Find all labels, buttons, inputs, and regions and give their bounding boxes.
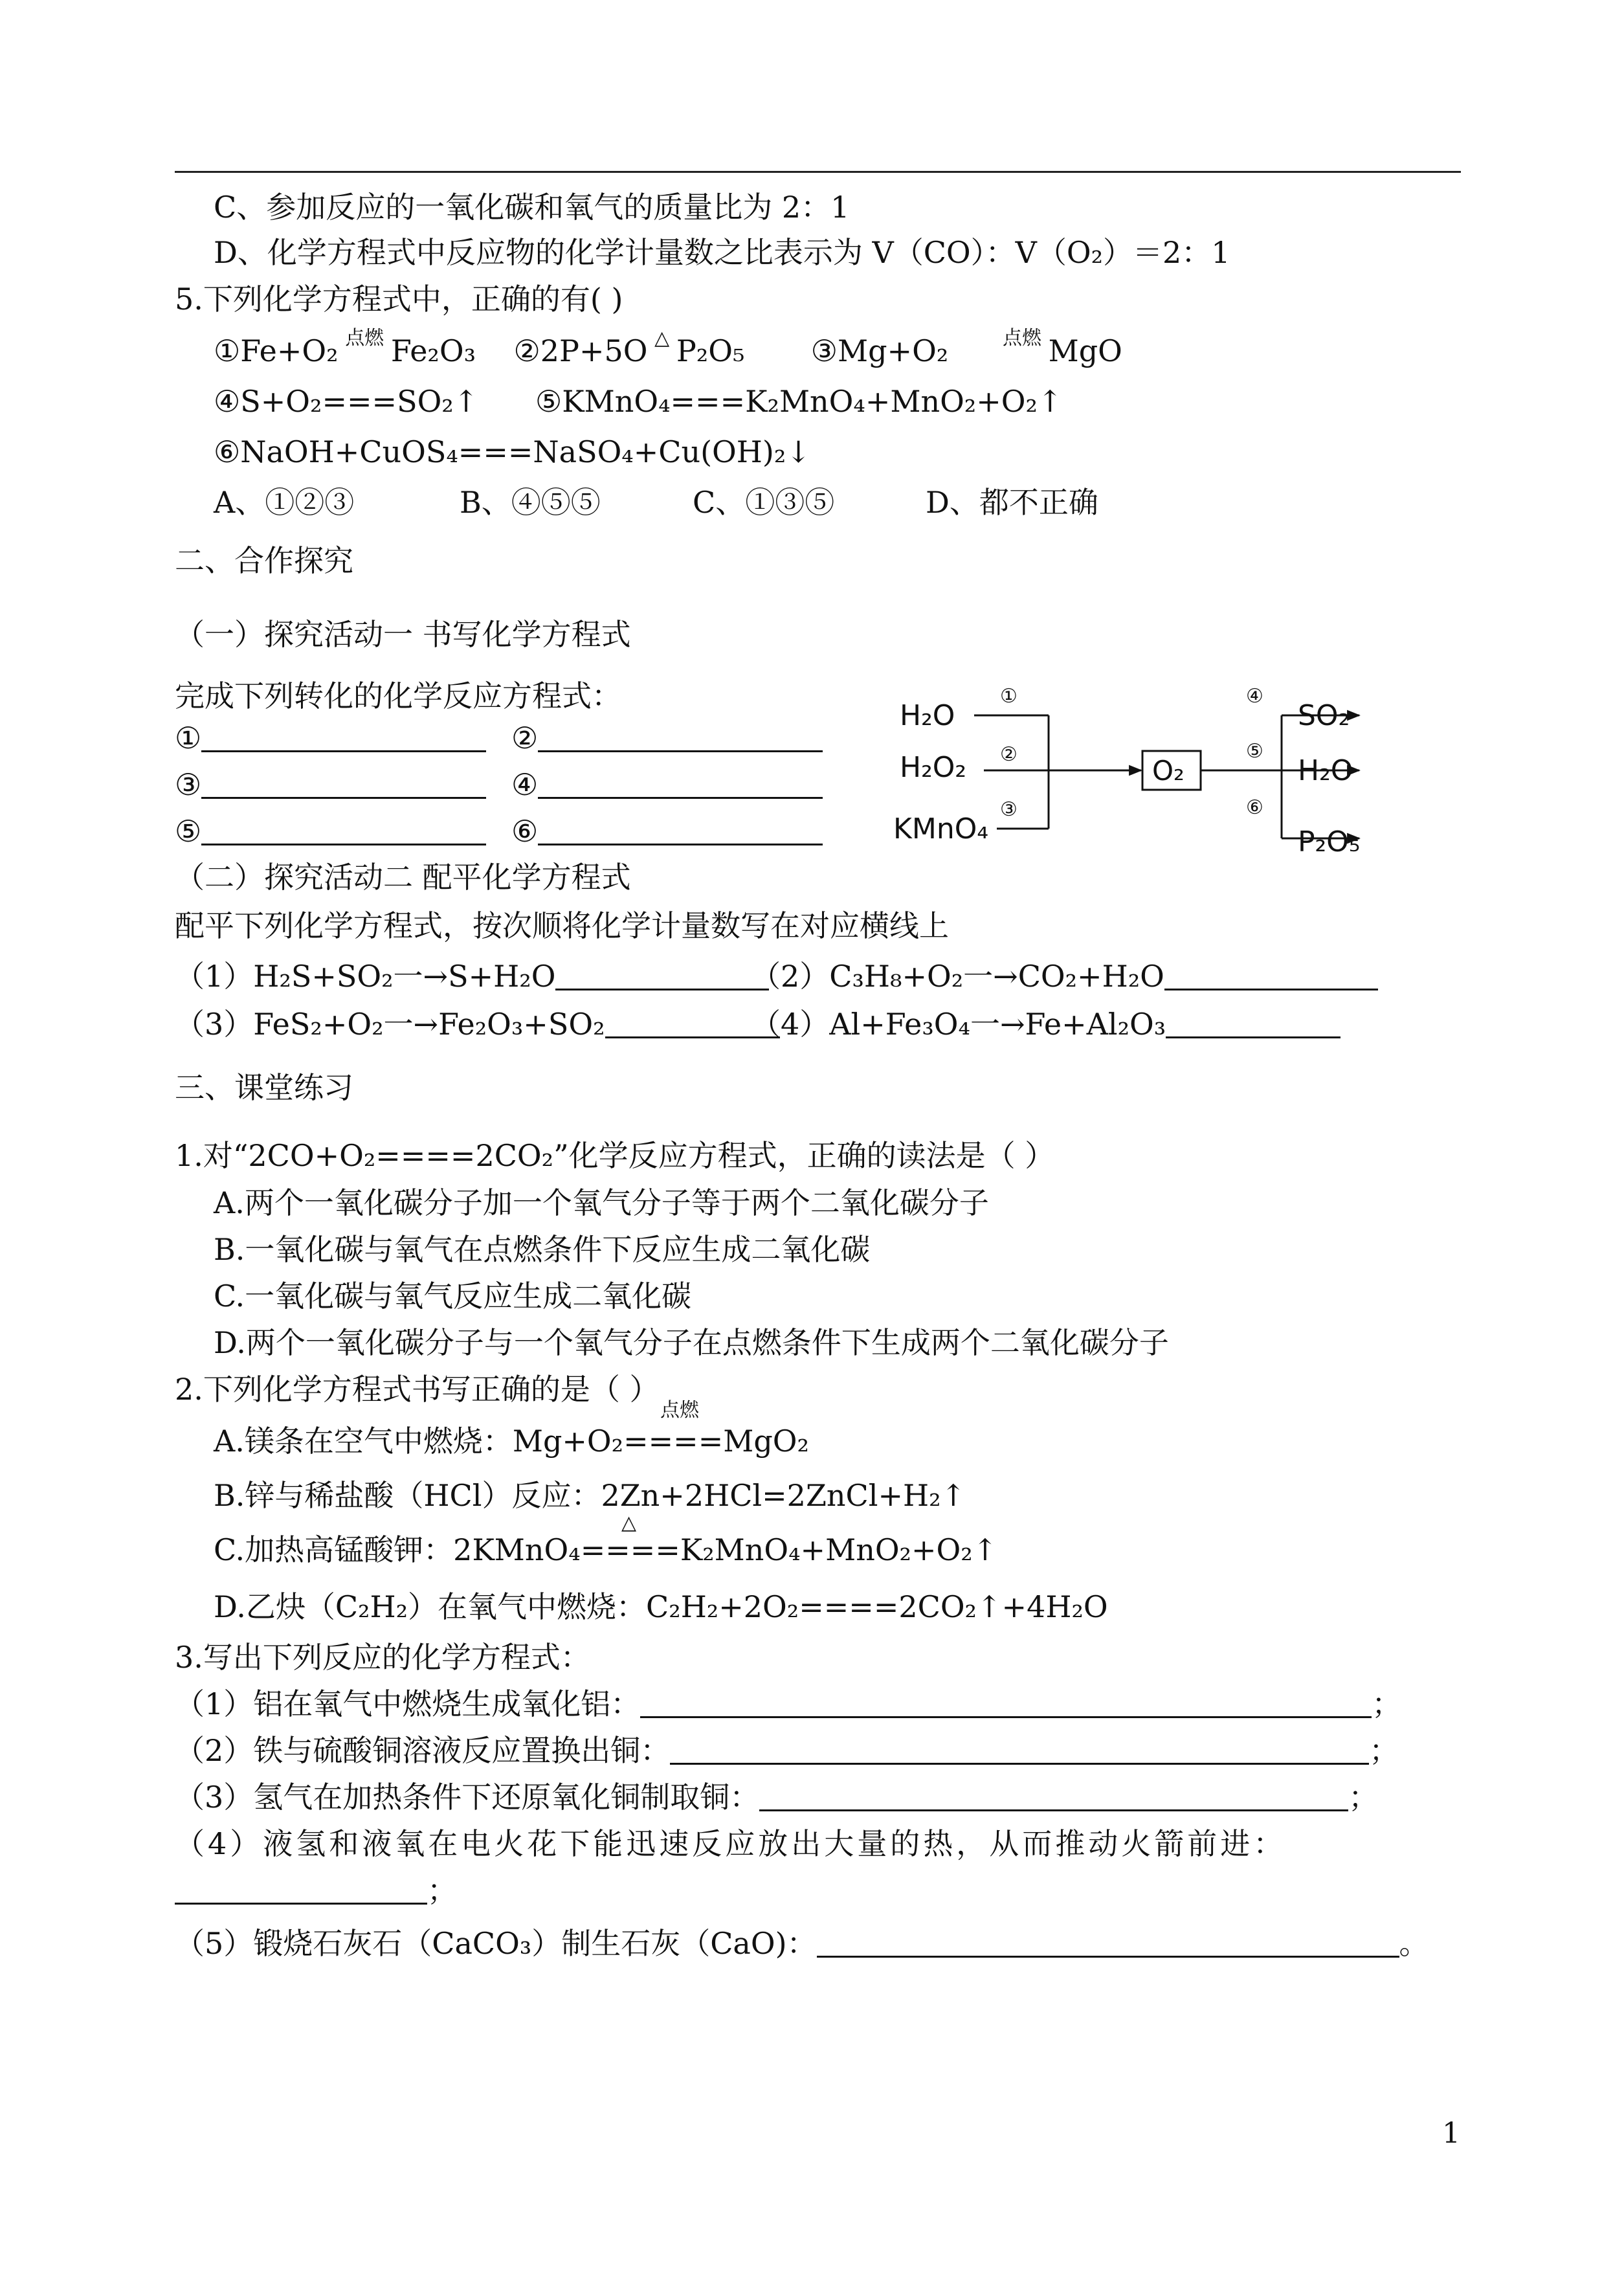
semicolon: ； xyxy=(427,1873,457,1908)
q3-item-2 xyxy=(175,1731,1399,1770)
answer-line xyxy=(175,1874,427,1905)
q1-option-c: C.一氧化碳与氧气反应生成二氧化碳 xyxy=(214,1279,692,1314)
q3-item-1 xyxy=(175,1684,1401,1723)
q2-stem: 2.下列化学方程式书写正确的是（ ） xyxy=(175,1372,660,1407)
period: 。 xyxy=(1399,1926,1429,1961)
q1-option-b: B.一氧化碳与氧气在点燃条件下反应生成二氧化碳 xyxy=(214,1232,871,1267)
q5-choice-c: C、①③⑤ xyxy=(693,485,835,520)
activity2-prompt: 配平下列化学方程式，按次顺将化学计量数写在对应横线上 xyxy=(175,908,949,943)
q5-eq2-condition: △ xyxy=(654,327,670,350)
answer-line xyxy=(201,815,486,845)
diagram-right-2: H₂O xyxy=(1298,754,1353,787)
balance-4-eq: （4）Al+Fe₃O₄一→Fe+Al₂O₃ xyxy=(751,1007,1166,1042)
q5-eq3-product: MgO xyxy=(1048,333,1122,368)
q2-option-d: D.乙炔（C₂H₂）在氧气中燃烧：C₂H₂+2O₂====2CO₂↑+4H₂O xyxy=(214,1589,1108,1624)
blank-label: ④ xyxy=(511,767,539,802)
q5-eq1-product: Fe₂O₃ xyxy=(390,333,476,368)
blank-label: ① xyxy=(175,721,202,755)
answer-line xyxy=(538,722,823,752)
blank-6 xyxy=(511,812,823,851)
balance-1-eq: （1）H₂S+SO₂一→S+H₂O xyxy=(175,959,556,994)
q5-choice-b: B、④⑤⑤ xyxy=(460,485,601,520)
q5-eq3-condition: 点燃 xyxy=(1002,327,1041,350)
balance-3 xyxy=(175,1005,780,1044)
balance-1 xyxy=(175,957,769,996)
q5-eq1-condition: 点燃 xyxy=(345,327,384,350)
blank-1 xyxy=(175,719,486,757)
diagram-left-1: H₂O xyxy=(900,699,955,732)
answer-line xyxy=(201,768,486,799)
q2-c-condition: △ xyxy=(621,1512,637,1534)
answer-line xyxy=(1166,1008,1340,1038)
balance-2 xyxy=(751,957,1378,996)
activity2-title: （二）探究活动二 配平化学方程式 xyxy=(175,860,631,895)
activity1-title: （一）探究活动一 书写化学方程式 xyxy=(175,617,631,652)
balance-4 xyxy=(751,1005,1340,1044)
diagram-num-6: ⑥ xyxy=(1246,796,1263,819)
q3-item-1-text: （1）铝在氧气中燃烧生成氧化铝： xyxy=(175,1686,641,1721)
q4-option-c: C、参加反应的一氧化碳和氧气的质量比为 2：1 xyxy=(214,190,850,225)
activity1-prompt: 完成下列转化的化学反应方程式： xyxy=(175,678,621,713)
conversion-diagram xyxy=(893,677,1398,871)
diagram-num-4: ④ xyxy=(1246,685,1263,708)
section3-title: 三、课堂练习 xyxy=(175,1070,353,1105)
q3-item-3-text: （3）氢气在加热条件下还原氧化铜制取铜： xyxy=(175,1780,760,1815)
semicolon: ； xyxy=(1372,1686,1402,1721)
blank-5 xyxy=(175,812,486,851)
q1-option-a: A.两个一氧化碳分子加一个氧气分子等于两个二氧化碳分子 xyxy=(214,1185,989,1220)
answer-line xyxy=(759,1781,1348,1811)
q2-a-condition: 点燃 xyxy=(660,1399,699,1422)
q5-eq2: ②2P+5O xyxy=(513,333,648,368)
semicolon: ； xyxy=(1348,1780,1379,1815)
diagram-center: O₂ xyxy=(1152,755,1185,787)
diagram-num-2: ② xyxy=(1000,743,1018,766)
answer-line xyxy=(201,722,486,752)
header-rule xyxy=(175,171,1461,173)
q3-item-4: （4）液氢和液氧在电火花下能迅速反应放出大量的热，从而推动火箭前进： xyxy=(175,1826,1287,1861)
diagram-num-3: ③ xyxy=(1000,798,1018,821)
q5-equations-row1 xyxy=(214,327,1122,375)
blank-label: ⑥ xyxy=(511,814,539,849)
answer-line xyxy=(670,1734,1369,1765)
q2-option-c: C.加热高锰酸钾：2KMnO₄====K₂MnO₄+MnO₂+O₂↑ xyxy=(214,1532,998,1567)
blank-label: ② xyxy=(511,721,539,755)
diagram-left-2: H₂O₂ xyxy=(900,751,966,784)
semicolon: ； xyxy=(1369,1733,1399,1768)
q4-option-d: D、化学方程式中反应物的化学计量数之比表示为 V（CO）：V（O₂）＝2：1 xyxy=(214,235,1230,270)
q3-stem: 3.写出下列反应的化学方程式： xyxy=(175,1640,590,1675)
q5-equations-row2 xyxy=(214,382,1063,421)
answer-line xyxy=(640,1688,1372,1718)
diagram-num-5: ⑤ xyxy=(1246,740,1263,763)
q3-item-2-text: （2）铁与硫酸铜溶液反应置换出铜： xyxy=(175,1733,671,1768)
q5-eq3: ③Mg+O₂ xyxy=(810,333,949,368)
q5-eq4: ④S+O₂===SO₂↑ xyxy=(214,384,479,419)
balance-2-eq: （2）C₃H₈+O₂一→CO₂+H₂O xyxy=(751,959,1164,994)
q3-item-4-answer xyxy=(175,1871,457,1910)
answer-line xyxy=(538,815,823,845)
q5-stem: 5.下列化学方程式中，正确的有( ) xyxy=(175,282,623,317)
q5-eq5: ⑤KMnO₄===K₂MnO₄+MnO₂+O₂↑ xyxy=(535,384,1063,419)
answer-line xyxy=(817,1927,1399,1958)
diagram-right-1: SO₂ xyxy=(1298,699,1350,732)
blank-2 xyxy=(511,719,823,757)
blank-3 xyxy=(175,765,486,804)
q1-stem: 1.对“2CO+O₂====2CO₂”化学反应方程式，正确的读法是（ ） xyxy=(175,1138,1055,1173)
answer-line xyxy=(1164,960,1378,990)
blank-label: ③ xyxy=(175,767,202,802)
q5-eq2-product: P₂O₅ xyxy=(676,333,745,368)
q3-item-5-text: （5）锻烧石灰石（CaCO₃）制生石灰（CaO)： xyxy=(175,1926,817,1961)
blank-label: ⑤ xyxy=(175,814,202,849)
page-number: 1 xyxy=(1442,2117,1460,2150)
blank-4 xyxy=(511,765,823,804)
q5-eq6: ⑥NaOH+CuOS₄===NaSO₄+Cu(OH)₂↓ xyxy=(214,434,811,469)
balance-3-eq: （3）FeS₂+O₂一→Fe₂O₃+SO₂ xyxy=(175,1007,605,1042)
q3-item-5 xyxy=(175,1924,1429,1963)
q5-eq1: ①Fe+O₂ xyxy=(214,333,339,368)
diagram-num-1: ① xyxy=(1000,685,1018,708)
q5-choice-d: D、都不正确 xyxy=(926,485,1098,520)
q2-option-a: A.镁条在空气中燃烧：Mg+O₂====MgO₂ xyxy=(214,1424,809,1459)
answer-line xyxy=(555,960,769,990)
diagram-right-3: P₂O₅ xyxy=(1298,825,1361,858)
q5-choice-a: A、①②③ xyxy=(214,485,355,520)
q2-option-b: B.锌与稀盐酸（HCl）反应：2Zn+2HCl=2ZnCl+H₂↑ xyxy=(214,1478,966,1513)
diagram-left-3: KMnO₄ xyxy=(893,812,988,845)
diagram-left-connectors xyxy=(974,715,1141,829)
q3-item-3 xyxy=(175,1778,1378,1817)
q1-option-d: D.两个一氧化碳分子与一个氧气分子在点燃条件下生成两个二氧化碳分子 xyxy=(214,1325,1169,1360)
answer-line xyxy=(538,768,823,799)
section2-title: 二、合作探究 xyxy=(175,543,353,578)
